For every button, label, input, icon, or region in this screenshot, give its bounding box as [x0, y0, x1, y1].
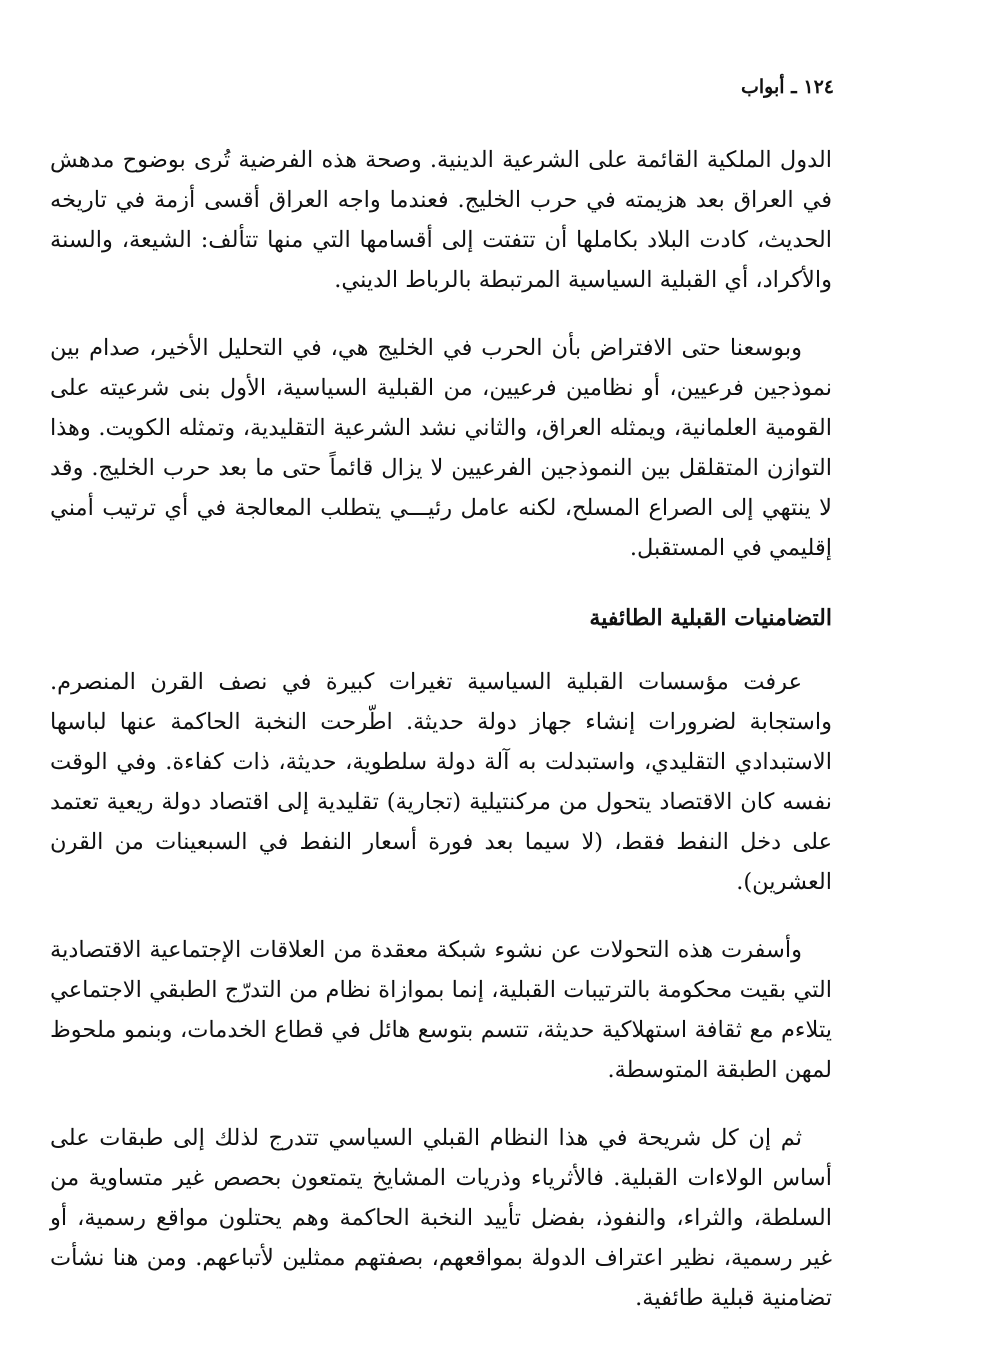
- paragraph: الدول الملكية القائمة على الشرعية الدينية. وصحة هذه الفرضية تُرى بوضوح مدهش في العراق بعد هزيمته في حرب الخليج. فعندما واجه العراق أقسى أزمة في تاريخه الحديث، كادت البلاد بكاملها أن تتفتت إلى أقسامها التي منها تتألف: الشيعة، والسنة والأكراد، أي القبلية السياسية المرتبطة بالرباط الديني.: [50, 147, 832, 293]
- paragraph: وأسفرت هذه التحولات عن نشوء شبكة معقدة من العلاقات الإجتماعية الاقتصادية التي بقيت محكومة بالترتيبات القبلية، إنما بموازاة نظام من التدرّج الطبقي الاجتماعي يتلاءم مع ثقافة استهلاكية حديثة، تتسم بتوسع هائل في قطاع الخدمات، وبنمو ملحوظ لمهن الطبقة المتوسطة.: [50, 937, 832, 1083]
- page-number: ١٢٤: [803, 76, 834, 98]
- main-text: [50, 140, 832, 1346]
- section-heading: التضامنيات القبلية الطائفية: [589, 605, 832, 631]
- paragraph: عرفت مؤسسات القبلية السياسية تغيرات كبيرة في نصف القرن المنصرم. واستجابة لضرورات إنشاء جهاز دولة حديثة. اطّرحت النخبة الحاكمة عنها لباسها الاستبدادي التقليدي، واستبدلت به آلة دولة سلطوية، حديثة، ذات كفاءة. وفي الوقت نفسه كان الاقتصاد يتحول من مركنتيلية (تجارية) تقليدية إلى اقتصاد دولة ريعية تعتمد على دخل النفط فقط، (لا سيما بعد فورة أسعار النفط في السبعينات من القرن العشرين).: [50, 669, 832, 895]
- book-title: أبواب: [740, 76, 785, 98]
- running-header: [741, 76, 834, 98]
- header-separator: ـ: [791, 76, 797, 98]
- paragraph: ثم إن كل شريحة في هذا النظام القبلي السياسي تتدرج لذلك إلى طبقات على أساس الولاءات القبلية. فالأثرياء وذريات المشايخ يتمتعون بحصص غير متساوية من السلطة، والثراء، والنفوذ، بفضل تأييد النخبة الحاكمة وهم يحتلون مواقع رسمية، أو غير رسمية، نظير اعتراف الدولة بمواقعهم، بصفتهم ممثلين لأتباعهم. ومن هنا نشأت تضامنية قبلية طائفية.: [50, 1125, 832, 1311]
- paragraph: وبوسعنا حتى الافتراض بأن الحرب في الخليج هي، في التحليل الأخير، صدام بين نموذجين فرعيين، أو نظامين فرعيين، من القبلية السياسية، الأول بنى شرعيته على القومية العلمانية، ويمثله العراق، والثاني نشد الشرعية التقليدية، وتمثله الكويت. وهذا التوازن المتقلقل بين النموذجين الفرعيين لا يزال قائماً حتى ما بعد حرب الخليج. وقد لا ينتهي إلى الصراع المسلح، لكنه عامل رئيـــي يتطلب المعالجة في أي ترتيب أمني إقليمي في المستقبل.: [50, 335, 832, 561]
